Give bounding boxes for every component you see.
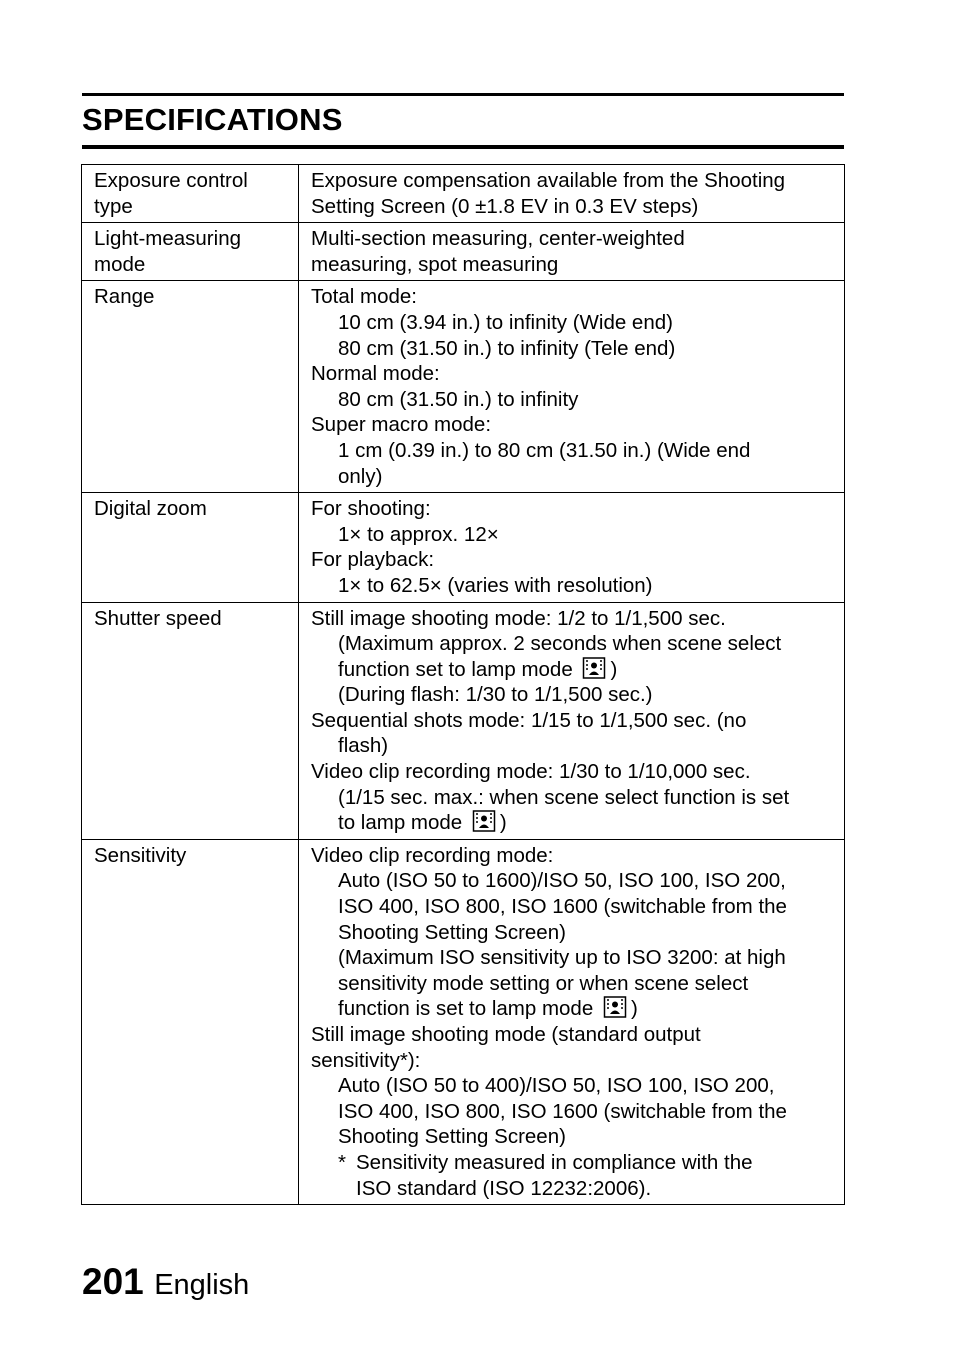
- table-row-shutter-speed: [82, 602, 845, 839]
- row-value: For shooting: 1× to approx. 12× For playback: 1× to 62.5× (varies with resolution): [299, 493, 845, 602]
- header-rule-top: [82, 93, 844, 96]
- table-row-light-measuring: [82, 223, 845, 281]
- row-value: Still image shooting mode: 1/2 to 1/1,500 sec. (Maximum approx. 2 seconds when scene select function set to lamp mode ) (During flash: 1/30 to 1/1,500 sec.) Sequential shots mode: 1/15 to 1/1,500 sec. (no flash) Video clip recording mode: 1/30 to 1/10,000 sec. (1/15 sec. max.: when scene select function is set to lamp mode ): [299, 602, 845, 839]
- language-label: English: [154, 1269, 250, 1301]
- footnote-mark: *: [338, 1150, 346, 1174]
- row-label: Digital zoom: [82, 493, 299, 602]
- specifications-table: [81, 164, 845, 1205]
- row-value: Video clip recording mode: Auto (ISO 50 to 1600)/ISO 50, ISO 100, ISO 200, ISO 400, ISO 800, ISO 1600 (switchable from the Shooting Setting Screen) (Maximum ISO sensitivity up to ISO 3200: at high sensitivity mode setting or when scene select function is set to lamp mode ) Still image shooting mode (standard output sensitivity*): Auto (ISO 50 to 400)/ISO 50, ISO 100, ISO 200, ISO 400, ISO 800, ISO 1600 (switchable from the Shooting Setting Screen) * Sensitivity measured in compliance with the ISO standard (ISO 12232:2006).: [299, 839, 845, 1204]
- row-label: Shutter speed: [82, 602, 299, 839]
- row-value: Total mode: 10 cm (3.94 in.) to infinity (Wide end) 80 cm (31.50 in.) to infinity (Tele end) Normal mode: 80 cm (31.50 in.) to infinity Super macro mode: 1 cm (0.39 in.) to 80 cm (31.50 in.) (Wide end only): [299, 281, 845, 493]
- table-row-exposure-control: [82, 165, 845, 223]
- row-label: Light-measuring mode: [82, 223, 299, 281]
- page-title: SPECIFICATIONS: [82, 102, 343, 137]
- table-row-range: [82, 281, 845, 493]
- page-number: 201: [82, 1261, 144, 1302]
- row-label: Range: [82, 281, 299, 493]
- lamp-mode-icon: [578, 657, 610, 679]
- lamp-mode-icon: [599, 996, 631, 1018]
- row-label: Sensitivity: [82, 839, 299, 1204]
- footnote: * Sensitivity measured in compliance with the: [338, 1150, 753, 1174]
- header-rule-bottom: [82, 145, 844, 149]
- page-footer: [82, 1258, 249, 1314]
- row-value: Multi-section measuring, center-weighted measuring, spot measuring: [299, 223, 845, 281]
- lamp-mode-icon: [468, 810, 500, 832]
- table-row-sensitivity: [82, 839, 845, 1204]
- row-label: Exposure control type: [82, 165, 299, 223]
- table-row-digital-zoom: [82, 493, 845, 602]
- row-value: Exposure compensation available from the Shooting Setting Screen (0 ±1.8 EV in 0.3 EV steps): [299, 165, 845, 223]
